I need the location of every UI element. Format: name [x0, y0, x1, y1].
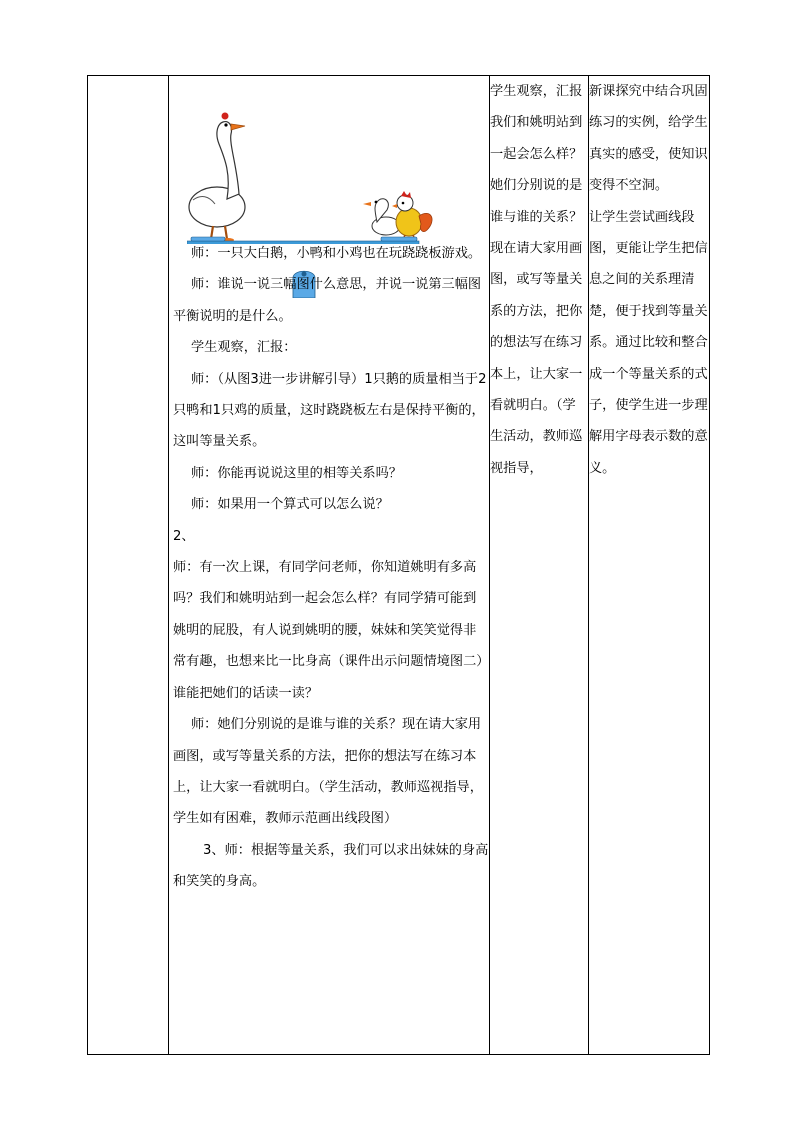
process-line: 2、 — [173, 528, 195, 544]
teaching-process-cell — [169, 76, 490, 1055]
process-line: 师：（从图3进一步讲解引导）1只鹅的质量相当于2只鸭和1只鸡的质量，这时跷跷板左右是保持平衡的，这叫等量关系。 — [173, 371, 487, 450]
stage-cell — [88, 76, 169, 1055]
design-intent-bottom: 让学生尝试画线段图，更能让学生把信息之间的关系理清楚，便于找到等量关系。通过比较和整合成一个等量关系的式子，使学生进一步理解用字母表示数的意义。 — [589, 209, 708, 476]
process-line: 师：她们分别说的是谁与谁的关系？现在请大家用画图，或写等量关系的方法，把你的想法写在练习本上，让大家一看就明白。（学生活动，教师巡视指导，学生如有困难，教师示范画出线段图） — [173, 717, 483, 827]
process-line: 师：谁说一说三幅图什么意思，并说一说第三幅图平衡说明的是什么。 — [173, 277, 482, 324]
process-line: 师：你能再说说这里的相等关系吗？ — [191, 465, 402, 481]
process-line: 学生观察，汇报： — [191, 340, 297, 356]
process-line: 师：一只大白鹅，小鸭和小鸡也在玩跷跷板游戏。 — [191, 246, 482, 261]
student-activity-cell — [490, 76, 589, 1055]
student-activity-bottom: 我们和姚明站到一起会怎么样？她们分别说的是谁与谁的关系？现在请大家用画图，或写等量关系的方法，把你的想法写在练习本上，让大家一看就明白。（学生活动，教师巡视指导， — [490, 115, 583, 476]
process-line: 3、师：根据等量关系，我们可以求出妹妹的身高和笑笑的身高。 — [173, 842, 489, 890]
seesaw-illustration — [187, 104, 467, 244]
design-intent-top: 新课探究中结合巩固练习的实例，给学生真实的感受，使知识变得不空洞。 — [589, 84, 708, 194]
lesson-plan-table — [87, 75, 710, 1055]
process-line: 师：如果用一个算式可以怎么说？ — [191, 497, 389, 513]
process-line: 师：有一次上课，有同学问老师，你知道姚明有多高吗？我们和姚明站到一起会怎么样？有同学猜可能到姚明的屁股，有人说到姚明的腰，妹妹和笑笑觉得非常有趣，也想来比一比身高（课件出示问题情境图二）谁能把她们的话读一读？ — [173, 560, 483, 701]
goose-comb — [222, 113, 229, 120]
design-intent-cell — [589, 76, 710, 1055]
table-row — [88, 76, 710, 1055]
student-activity-top: 学生观察，汇报 — [490, 84, 583, 99]
goose-figure — [189, 113, 245, 243]
duck-figure — [363, 199, 400, 235]
teaching-process-text — [169, 238, 489, 898]
chick-figure — [392, 191, 432, 240]
